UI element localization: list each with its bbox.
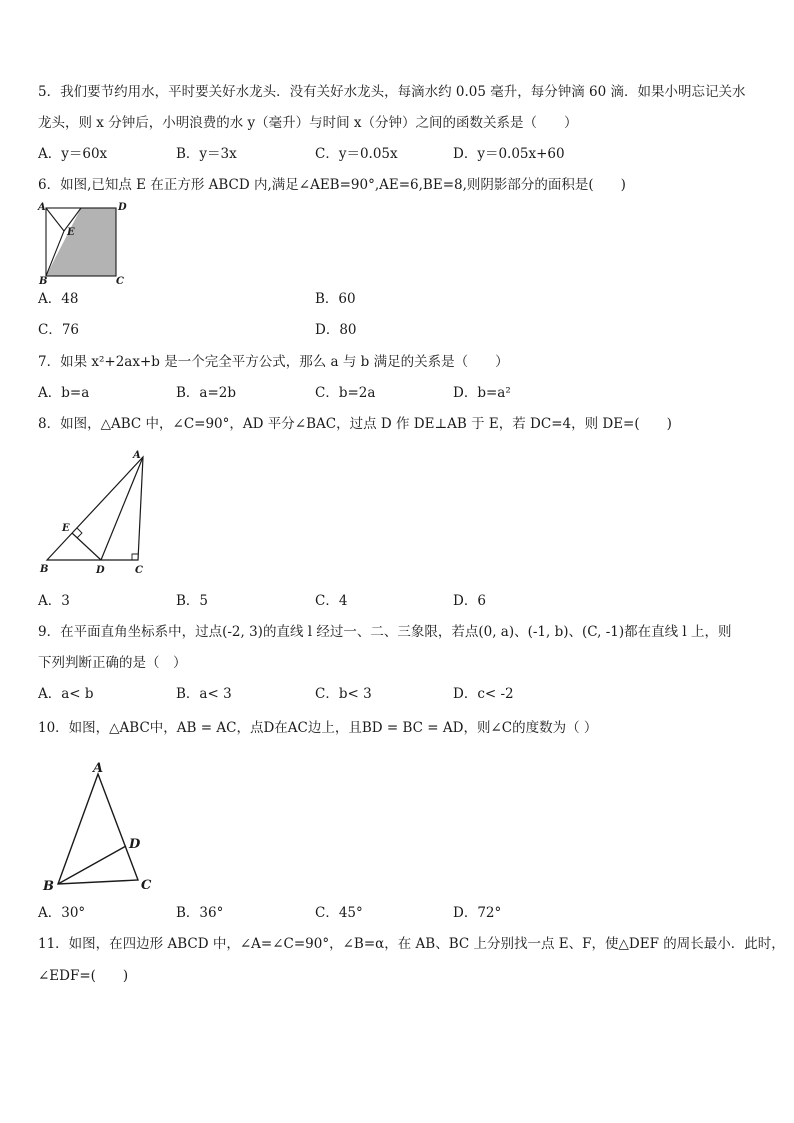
- q8-label-e: E: [62, 523, 70, 534]
- q8-label-a: A: [133, 450, 141, 461]
- q10-option-b: B．36°: [176, 905, 224, 921]
- q5-line-1: 5．我们要节约用水，平时要关好水龙头．没有关好水龙头，每滴水约 0.05 毫升，每分钟滴 60 滴．如果小明忘记关水: [38, 84, 746, 100]
- q7-option-d: D．b=a²: [453, 385, 511, 401]
- q9-option-b: B．a< 3: [176, 686, 232, 702]
- q8-option-b: B．5: [176, 593, 209, 609]
- q8-option-c: C．4: [315, 593, 348, 609]
- q8-label-c: C: [135, 565, 143, 576]
- q10-option-c: C．45°: [315, 905, 363, 921]
- q10-label-d: D: [129, 837, 141, 852]
- q10-triangle-abc: [58, 774, 138, 884]
- q6-option-a: A．48: [38, 291, 79, 307]
- q8-right-angle-c: [132, 554, 138, 560]
- q5-line-2: 龙头，则 x 分钟后，小明浪费的水 y（毫升）与时间 x（分钟）之间的函数关系是（ ）: [38, 115, 578, 131]
- q11-line-1: 11．如图，在四边形 ABCD 中，∠A=∠C=90°，∠B=α，在 AB、BC 上分别找一点 E、F，使△DEF 的周长最小．此时，: [38, 936, 785, 952]
- q9-option-d: D．c< -2: [453, 686, 514, 702]
- q8-bisector-ad: [101, 457, 143, 560]
- q6-label-d: D: [118, 202, 127, 213]
- q6-label-c: C: [116, 276, 124, 287]
- q5-option-a: A．y＝60x: [38, 146, 108, 162]
- q5-option-d: D．y＝0.05x+60: [453, 146, 565, 162]
- q7-option-a: A．b=a: [38, 385, 90, 401]
- q6-figure: [36, 198, 136, 290]
- q10-option-d: D．72°: [453, 905, 502, 921]
- q6-shaded-region: [46, 208, 116, 276]
- q8-triangle-abc: [47, 457, 143, 560]
- q6-line-1: 6．如图,已知点 E 在正方形 ABCD 内,满足∠AEB=90°,AE=6,BE=8,则阴影部分的面积是( ): [38, 177, 626, 193]
- q10-label-a: A: [93, 761, 104, 776]
- q6-option-b: B．60: [315, 291, 356, 307]
- q10-figure: [36, 756, 160, 896]
- q8-option-d: D．6: [453, 593, 486, 609]
- q8-perpendicular-de: [72, 533, 101, 560]
- q11-line-2: ∠EDF=( ): [38, 968, 129, 984]
- q9-line-1: 9．在平面直角坐标系中，过点(-2, 3)的直线 l 经过一、二、三象限，若点(0, a)、(-1, b)、(C, -1)都在直线 l 上，则: [38, 624, 732, 640]
- q8-line-1: 8．如图，△ABC 中，∠C=90°，AD 平分∠BAC，过点 D 作 DE⊥AB 于 E，若 DC=4，则 DE=( ): [38, 416, 672, 432]
- q7-option-c: C．b=2a: [315, 385, 376, 401]
- q8-label-d: D: [96, 565, 105, 576]
- q8-right-angle-e: [77, 528, 82, 538]
- q6-option-d: D．80: [315, 322, 357, 338]
- q5-option-b: B．y＝3x: [176, 146, 237, 162]
- q10-label-b: B: [43, 879, 54, 894]
- q7-line-1: 7．如果 x²+2ax+b 是一个完全平方公式，那么 a 与 b 满足的关系是（ ）: [38, 354, 509, 370]
- q8-figure: [36, 446, 156, 578]
- q10-line-1: 10．如图，△ABC中，AB = AC，点D在AC边上，且BD = BC = AD，则∠C的度数为（ ）: [38, 720, 598, 736]
- q8-option-a: A．3: [38, 593, 70, 609]
- q10-label-c: C: [141, 878, 152, 893]
- q10-segment-bd: [58, 846, 126, 884]
- q9-option-a: A．a< b: [38, 686, 94, 702]
- q10-option-a: A．30°: [38, 905, 86, 921]
- q9-option-c: C．b< 3: [315, 686, 372, 702]
- q9-line-2: 下列判断正确的是（ ）: [38, 655, 187, 671]
- q7-option-b: B．a=2b: [176, 385, 237, 401]
- q6-label-a: A: [38, 202, 46, 213]
- q5-option-c: C．y＝0.05x: [315, 146, 398, 162]
- q8-label-b: B: [40, 564, 49, 575]
- q6-option-c: C．76: [38, 322, 80, 338]
- q6-label-b: B: [39, 276, 48, 287]
- q6-label-e: E: [67, 227, 75, 238]
